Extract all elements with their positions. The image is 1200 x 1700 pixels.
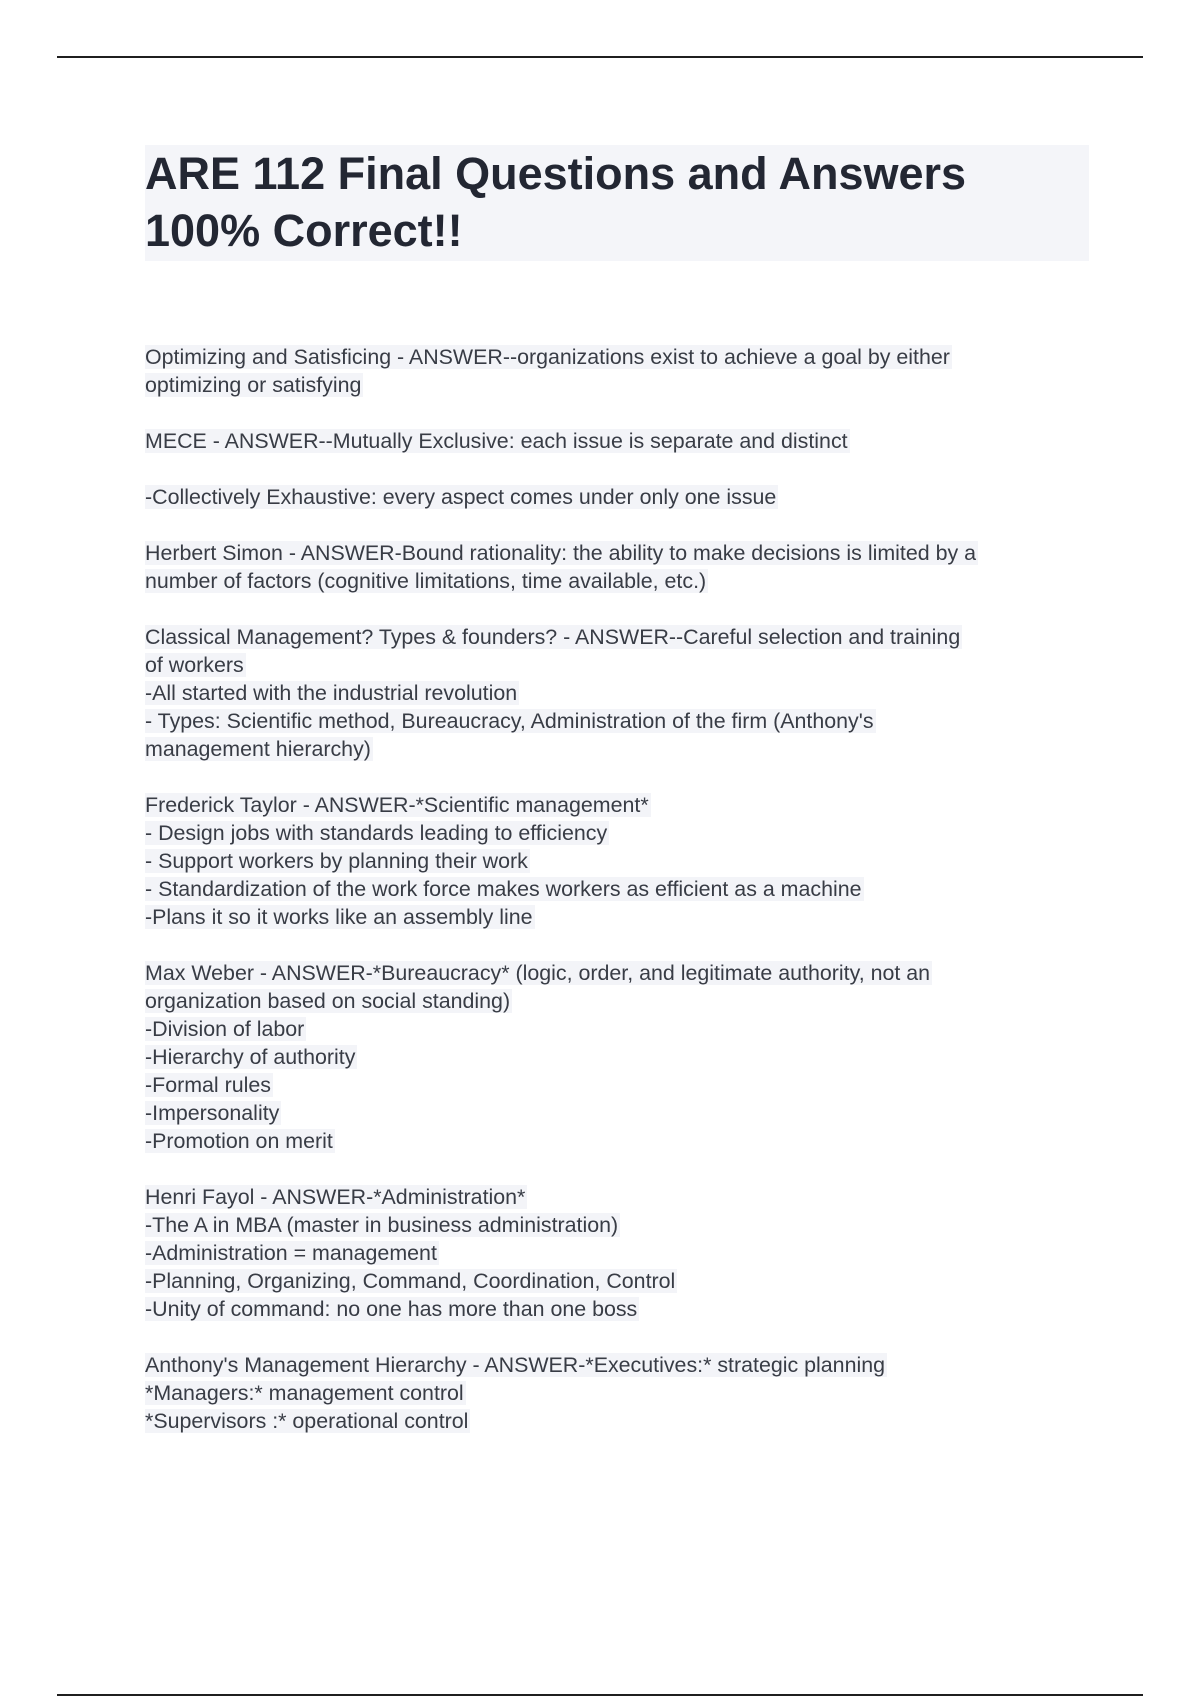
qa-line-text: management hierarchy) xyxy=(145,737,371,761)
qa-line-text: of workers xyxy=(145,653,244,677)
qa-line-text: Frederick Taylor - ANSWER-*Scientific management* xyxy=(145,793,649,817)
qa-item xyxy=(145,791,1089,931)
qa-line-text: - Support workers by planning their work xyxy=(145,849,528,873)
qa-line-text: -Hierarchy of authority xyxy=(145,1045,356,1069)
qa-line xyxy=(145,539,1089,567)
qa-line-text: number of factors (cognitive limitations, time available, etc.) xyxy=(145,569,707,593)
qa-line-text: -The A in MBA (master in business administration) xyxy=(145,1213,619,1237)
qa-line xyxy=(145,1239,1089,1267)
bottom-rule xyxy=(57,1694,1143,1696)
qa-line xyxy=(145,1351,1089,1379)
document-body xyxy=(145,145,1089,1463)
qa-item xyxy=(145,1183,1089,1323)
qa-line xyxy=(145,1015,1089,1043)
qa-line xyxy=(145,1295,1089,1323)
qa-line-text: -Administration = management xyxy=(145,1241,437,1265)
qa-line-text: optimizing or satisfying xyxy=(145,373,362,397)
qa-line xyxy=(145,343,1089,371)
qa-line xyxy=(145,875,1089,903)
qa-line-text: organization based on social standing) xyxy=(145,989,511,1013)
qa-line-text: -Formal rules xyxy=(145,1073,271,1097)
qa-line xyxy=(145,959,1089,987)
qa-item xyxy=(145,343,1089,399)
qa-line-text: *Managers:* management control xyxy=(145,1381,464,1405)
qa-line-text: - Standardization of the work force makes workers as efficient as a machine xyxy=(145,877,862,901)
qa-line xyxy=(145,1211,1089,1239)
qa-line-text: -Plans it so it works like an assembly line xyxy=(145,905,533,929)
qa-line xyxy=(145,903,1089,931)
qa-line xyxy=(145,651,1089,679)
qa-line xyxy=(145,1183,1089,1211)
qa-line xyxy=(145,1379,1089,1407)
qa-line xyxy=(145,1407,1089,1435)
qa-line-text: Optimizing and Satisficing - ANSWER--organizations exist to achieve a goal by either xyxy=(145,345,950,369)
qa-line-text: Herbert Simon - ANSWER-Bound rationality: the ability to make decisions is limited by a xyxy=(145,541,977,565)
qa-line xyxy=(145,791,1089,819)
qa-line-text: - Types: Scientific method, Bureaucracy, Administration of the firm (Anthony's xyxy=(145,709,874,733)
qa-line-text: -All started with the industrial revolution xyxy=(145,681,518,705)
qa-line-text: -Planning, Organizing, Command, Coordination, Control xyxy=(145,1269,676,1293)
qa-item xyxy=(145,539,1089,595)
qa-line-text: -Unity of command: no one has more than one boss xyxy=(145,1297,638,1321)
qa-line-text: Max Weber - ANSWER-*Bureaucracy* (logic, order, and legitimate authority, not an xyxy=(145,961,931,985)
top-rule xyxy=(57,56,1143,58)
qa-line xyxy=(145,735,1089,763)
qa-line-text: *Supervisors :* operational control xyxy=(145,1409,469,1433)
qa-line xyxy=(145,847,1089,875)
qa-line-text: -Division of labor xyxy=(145,1017,305,1041)
qa-line xyxy=(145,483,1089,511)
qa-list xyxy=(145,343,1089,1435)
qa-line xyxy=(145,819,1089,847)
qa-line xyxy=(145,1267,1089,1295)
qa-line-text: -Impersonality xyxy=(145,1101,280,1125)
qa-line-text: - Design jobs with standards leading to efficiency xyxy=(145,821,608,845)
qa-line-text: Anthony's Management Hierarchy - ANSWER-*Executives:* strategic planning xyxy=(145,1353,886,1377)
qa-line xyxy=(145,1043,1089,1071)
qa-line-text: Classical Management? Types & founders? - ANSWER--Careful selection and training xyxy=(145,625,961,649)
qa-line-text: -Collectively Exhaustive: every aspect comes under only one issue xyxy=(145,485,777,509)
qa-line xyxy=(145,987,1089,1015)
qa-item xyxy=(145,959,1089,1155)
qa-line-text: -Promotion on merit xyxy=(145,1129,333,1153)
qa-line xyxy=(145,623,1089,651)
document-title: ARE 112 Final Questions and Answers 100% Correct!! xyxy=(145,148,967,256)
qa-item xyxy=(145,427,1089,455)
qa-line-text: MECE - ANSWER--Mutually Exclusive: each issue is separate and distinct xyxy=(145,429,848,453)
qa-line xyxy=(145,1127,1089,1155)
title-block xyxy=(145,145,1089,261)
qa-line xyxy=(145,707,1089,735)
qa-line xyxy=(145,679,1089,707)
qa-item xyxy=(145,483,1089,511)
qa-item xyxy=(145,1351,1089,1435)
qa-line xyxy=(145,1071,1089,1099)
qa-line xyxy=(145,427,1089,455)
qa-line xyxy=(145,371,1089,399)
qa-line xyxy=(145,567,1089,595)
qa-line xyxy=(145,1099,1089,1127)
qa-line-text: Henri Fayol - ANSWER-*Administration* xyxy=(145,1185,526,1209)
qa-item xyxy=(145,623,1089,763)
